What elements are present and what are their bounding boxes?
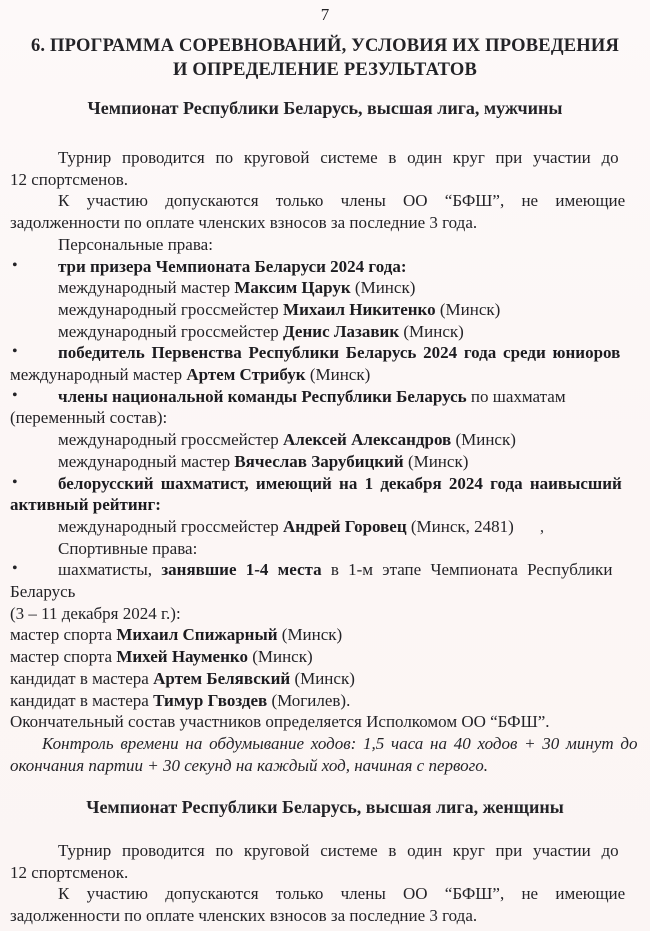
men-intro-line-1: Турнир проводится по круговой системе в один круг при участии до <box>58 148 619 167</box>
player-rank: международный мастер <box>58 278 235 298</box>
player-city: (Минск) <box>247 647 313 667</box>
player-rank: мастер спорта <box>10 625 117 645</box>
bullet4-title-part-2: активный рейтинг: <box>10 495 161 515</box>
men-section-body <box>10 147 638 776</box>
player-city: (Минск) <box>277 625 343 645</box>
final-roster-note: Окончательный состав участников определяется Исполкомом ОО “БФШ”. <box>10 712 550 732</box>
player-rank: международный гроссмейстер <box>58 516 284 536</box>
stray-comma-mark: , <box>539 516 545 536</box>
bullet1-player-2 <box>10 299 638 321</box>
section-heading-line-1: 6. ПРОГРАММА СОРЕВНОВАНИЙ, УСЛОВИЯ ИХ ПРОВЕДЕНИЯ <box>30 36 620 56</box>
bullet5-title-line <box>10 559 638 581</box>
men-membership-line-1: К участию допускаются только члены ОО “БФШ”, не имеющие <box>58 191 626 211</box>
bullet3-player-1 <box>10 429 638 451</box>
bullet-marker-icon: • <box>12 560 18 578</box>
section-heading-line-2: И ОПРЕДЕЛЕНИЕ РЕЗУЛЬТАТОВ <box>172 59 478 80</box>
bullet5-player-4 <box>10 690 638 712</box>
player-rank: мастер спорта <box>10 647 117 667</box>
bullet3-title-bold: члены национальной команды Республики Беларусь <box>58 386 467 406</box>
bullet1-player-3 <box>10 321 638 343</box>
bullet2-title: победитель Первенства Республики Беларусь 2024 года среди юниоров <box>58 343 621 363</box>
player-rank: международный гроссмейстер <box>58 299 284 319</box>
bullet-marker-icon: • <box>12 473 18 491</box>
player-city: (Минск) <box>290 668 355 688</box>
player-name: Михей Науменко <box>116 647 248 667</box>
bullet5-player-3 <box>10 668 638 690</box>
bullet3-title-line <box>10 386 638 408</box>
player-name: Максим Царук <box>234 278 351 298</box>
bullet1-title-line <box>10 256 638 278</box>
women-membership-line-1: К участию допускаются только члены ОО “БФШ”, не имеющие <box>58 884 626 904</box>
bullet-marker-icon: • <box>12 256 18 274</box>
bullet3-player-2 <box>10 451 638 473</box>
page-number: 7 <box>320 5 330 24</box>
bullet2-player-1 <box>10 364 638 386</box>
time-control-line-2: окончания партии + 30 секунд на каждый ход, начиная с первого. <box>10 755 489 775</box>
bullet-marker-icon: • <box>12 343 18 361</box>
player-name: Михаил Спижарный <box>116 625 278 645</box>
women-intro-line-1: Турнир проводится по круговой системе в один круг при участии до <box>58 841 619 860</box>
bullet4-player-1 <box>10 516 638 538</box>
player-name: Михаил Никитенко <box>283 299 436 319</box>
player-city: (Минск) <box>399 321 464 341</box>
bullet4-title-part-1: белорусский шахматист, имеющий на 1 декабря 2024 года наивысший <box>58 473 622 493</box>
player-rank: международный гроссмейстер <box>58 321 284 341</box>
player-rank: кандидат в мастера <box>10 668 154 688</box>
women-section-body <box>10 840 638 927</box>
bullet5-tail: в 1-м этапе Чемпионата Республики <box>321 560 613 580</box>
bullet4-title-line-2 <box>10 494 638 516</box>
personal-rights-label: Персональные права: <box>58 234 213 254</box>
player-city: (Минск) <box>305 365 371 385</box>
player-rank: международный мастер <box>10 365 187 385</box>
player-city: (Минск) <box>435 299 501 319</box>
player-name: Тимур Гвоздев <box>153 690 268 710</box>
bullet3-title-continuation: (переменный состав): <box>10 408 168 428</box>
player-city: (Могилев). <box>267 690 351 710</box>
men-membership-line-2: задолженности по оплате членских взносов за последние 3 года. <box>10 213 478 233</box>
bullet1-title: три призера Чемпионата Беларуси 2024 года: <box>58 256 407 276</box>
bullet1-player-1 <box>10 277 638 299</box>
bullet3-title-rest: по шахматам <box>466 386 566 406</box>
sport-rights-label: Спортивные права: <box>58 538 198 558</box>
player-rank: международный гроссмейстер <box>58 430 284 450</box>
time-control-line-1: Контроль времени на обдумывание ходов: 1,5 часа на 40 ходов + 30 минут до <box>42 733 638 753</box>
player-rank: международный мастер <box>58 451 235 471</box>
player-name: Артем Белявский <box>153 668 291 688</box>
player-name: Артем Стрибук <box>186 365 306 385</box>
bullet-marker-icon: • <box>12 386 18 404</box>
men-section-title: Чемпионат Республики Беларусь, высшая лига, мужчины <box>87 98 563 118</box>
bullet5-player-2 <box>10 646 638 668</box>
men-intro-line-2: 12 спортсменов. <box>10 169 129 189</box>
bullet2-title-line <box>10 342 638 364</box>
player-name: Андрей Горовец <box>283 516 407 536</box>
player-city: (Минск) <box>403 451 469 471</box>
bullet5-lead: шахматисты, <box>58 560 162 580</box>
bullet5-continuation-2: (3 – 11 декабря 2024 г.): <box>10 603 181 623</box>
player-name: Алексей Александров <box>283 430 452 450</box>
bullet5-player-1 <box>10 624 638 646</box>
player-city: (Минск) <box>451 430 516 450</box>
player-rank: кандидат в мастера <box>10 690 154 710</box>
player-name: Денис Лазавик <box>283 321 400 341</box>
player-name: Вячеслав Зарубицкий <box>234 451 404 471</box>
women-membership-line-2: задолженности по оплате членских взносов за последние 3 года. <box>10 906 478 926</box>
bullet5-bold: занявшие 1-4 места <box>161 560 322 580</box>
bullet5-continuation-1: Беларусь <box>10 582 76 602</box>
section-heading <box>0 35 650 82</box>
bullet4-title-line-1 <box>10 473 638 495</box>
women-intro-line-2: 12 спортсменок. <box>10 862 129 882</box>
player-rating: (Минск, 2481) <box>406 516 514 536</box>
player-city: (Минск) <box>350 278 416 298</box>
women-section-title: Чемпионат Республики Беларусь, высшая лига, женщины <box>86 797 564 817</box>
